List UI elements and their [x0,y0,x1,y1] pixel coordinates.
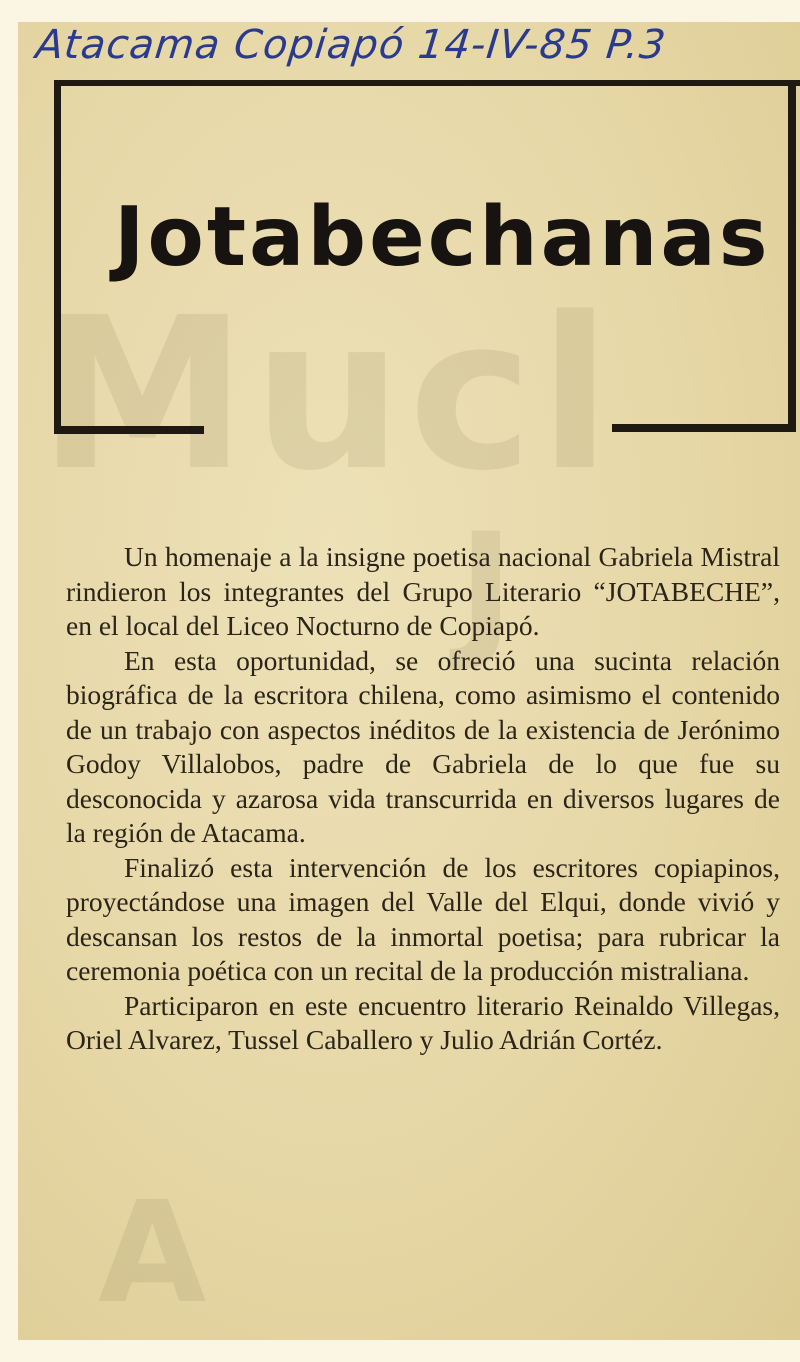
article-paragraph: Finalizó esta intervención de los escritores copiapinos, proyectándose una imagen del Valle del Elqui, donde vivió y descansan los restos de la inmortal poetisa; para rubricar la ceremonia poética con un recital de la producción mistraliana. [66,851,780,986]
article-paragraph: En esta oportunidad, se ofreció una sucinta relación biográfica de la escritora chilena, como asimismo el contenido de un trabajo con aspectos inéditos de la existencia de Jerónimo Godoy Villalobos, padre de Gabriela de lo que fue su desconocida y azarosa vida transcurrida en diversos lugares de la región de Atacama. [66,644,780,848]
article-body [66,540,780,1058]
headline-frame-bottom-right [612,424,796,432]
bleed-through-decoration: J [458,502,514,676]
headline-frame-right [788,80,796,430]
handwritten-annotation: Atacama Copiapó 14-IV-85 P.3 [33,22,669,68]
article-paragraph: Participaron en este encuentro literario Reinaldo Villegas, Oriel Alvarez, Tussel Caballero y Julio Adrián Cortéz. [66,989,780,1055]
newspaper-clipping [18,22,800,1340]
headline-frame-bottom-left [54,426,204,434]
headline-frame-top [54,80,800,86]
article-paragraph: Un homenaje a la insigne poetisa nacional Gabriela Mistral rindieron los integrantes del Grupo Literario “JOTABECHE”, en el local del Liceo Nocturno de Copiapó. [66,541,780,641]
bleed-through-decoration: A [98,1172,207,1335]
headline: Jotabechanas [114,190,771,285]
bleed-through-decoration: Mucl [38,272,617,517]
headline-frame-left [54,80,61,434]
